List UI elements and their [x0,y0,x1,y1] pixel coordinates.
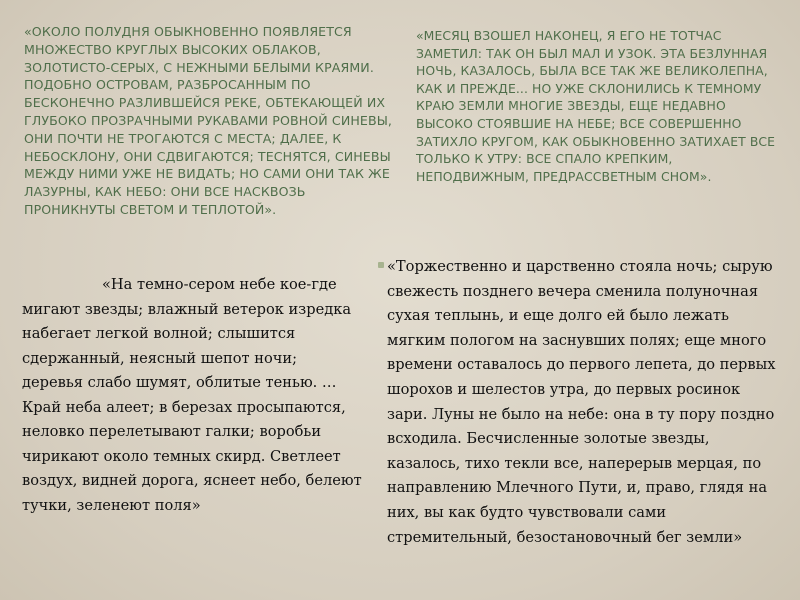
quote-bottom-left: «На темно-сером небе кое-где мигают звезды; влажный ветерок изредка набегает легкой волной; слышится сдержанный, неясный шепот ночи; деревья слабо шумят, облитые тенью. …Край неба алеет; в березах просыпаются, неловко перелетывают галки; воробьи чирикают около темных скирд. Светлеет воздух, видней дорога, яснеет небо, белеют тучки, зеленеют поля» [22,276,362,514]
quote-bottom-right: «Торжественно и царственно стояла ночь; сырую свежесть позднего вечера сменила полуночная сухая теплынь, и еще долго ей было лежать мягким пологом на заснувших полях; еще много времени оставалось до первого лепета, до первых шорохов и шелестов утра, до первых росинок зари. Луны не было на небе: она в ту пору поздно всходила. Бесчисленные золотые звезды, казалось, тихо текли все, наперерыв мерцая, по направлению Млечного Пути, и, право, глядя на них, вы как будто чувствовали сами стремительный, безостановочный бег земли» [387,258,776,546]
square-bullet-icon [378,262,384,268]
quote-top-right: «МЕСЯЦ ВЗОШЕЛ НАКОНЕЦ, Я ЕГО НЕ ТОТЧАС ЗАМЕТИЛ: ТАК ОН БЫЛ МАЛ И УЗОК. ЭТА БЕЗЛУННАЯ НОЧЬ, КАЗАЛОСЬ, БЫЛА ВСЕ ТАК ЖЕ ВЕЛИКОЛЕПНА, КАК И ПРЕЖДЕ... НО УЖЕ СКЛОНИЛИСЬ К ТЕМНОМУ КРАЮ ЗЕМЛИ МНОГИЕ ЗВЕЗДЫ, ЕЩЕ НЕДАВНО ВЫСОКО СТОЯВШИЕ НА НЕБЕ; ВСЕ СОВЕРШЕННО ЗАТИХЛО КРУГОМ, КАК ОБЫКНОВЕННО ЗАТИХАЕТ ВСЕ ТОЛЬКО К УТРУ: ВСЕ СПАЛО КРЕПКИМ, НЕПОДВИЖНЫМ, ПРЕДРАССВЕТНЫМ СНОМ». [416,28,776,184]
quote-top-left: «ОКОЛО ПОЛУДНЯ ОБЫКНОВЕННО ПОЯВЛЯЕТСЯ МНОЖЕСТВО КРУГЛЫХ ВЫСОКИХ ОБЛАКОВ, ЗОЛОТИСТО-СЕРЫХ, С НЕЖНЫМИ БЕЛЫМИ КРАЯМИ. ПОДОБНО ОСТРОВАМ, РАЗБРОСАННЫМ ПО БЕСКОНЕЧНО РАЗЛИВШЕЙСЯ РЕКЕ, ОБТЕКАЮЩЕЙ ИХ ГЛУБОКО ПРОЗРАЧНЫМИ РУКАВАМИ РОВНОЙ СИНЕВЫ, ОНИ ПОЧТИ НЕ ТРОГАЮТСЯ С МЕСТА; ДАЛЕЕ, К НЕБОСКЛОНУ, ОНИ СДВИГАЮТСЯ; ТЕСНЯТСЯ, СИНЕВЫ МЕЖДУ НИМИ УЖЕ НЕ ВИДАТЬ; НО САМИ ОНИ ТАК ЖЕ ЛАЗУРНЫ, КАК НЕБО: ОНИ ВСЕ НАСКВОЗЬ ПРОНИКНУТЫ СВЕТОМ И ТЕПЛОТОЙ». [24,24,393,217]
quote-bottom-right-block [387,255,779,550]
quote-bottom-left-block [22,273,362,518]
